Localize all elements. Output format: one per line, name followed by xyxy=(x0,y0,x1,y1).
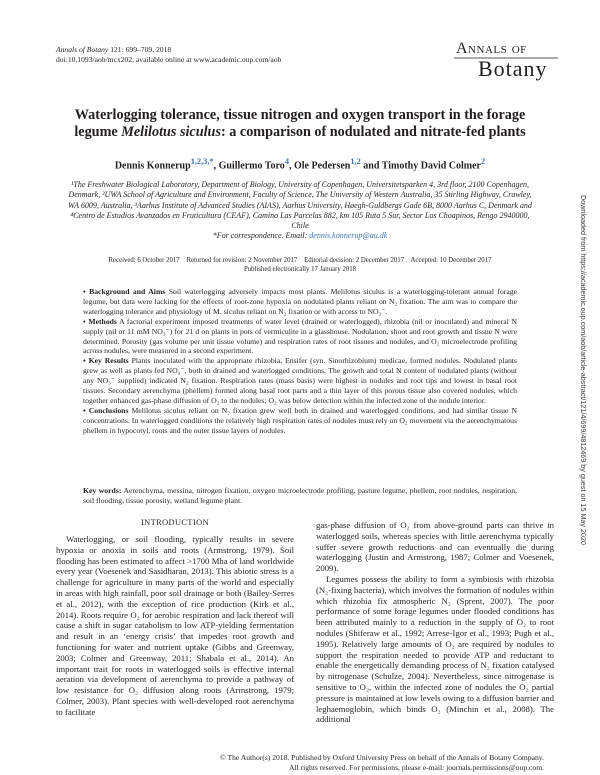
section-heading-introduction: INTRODUCTION xyxy=(140,518,210,527)
doi-line[interactable]: doi:10.1093/aob/mcx202, available online at www.academic.oup.com/aob xyxy=(56,55,282,64)
author-name: Timothy David Colmer xyxy=(381,160,481,172)
intro-paragraph-2: gas-phase diffusion of O₂ from above-ground parts can thrive in waterlogged soils, whereas species with little aerenchyma typically suffer severe growth reductions and can eventually die during waterlogging (Justin and Armstrong, 1987; Colmer and Voesenek, 2009). xyxy=(316,520,554,574)
affiliation-text: ¹The Freshwater Biological Laboratory, Department of Biology, University of Copenhagen, Universitetsparken 4, 3rd floor, 2100 Copenhagen, Denmark, ²UWA School of Agriculture and Environment, Faculty of Science, The University of Western Australia, 35 Stirling Highway, Crawley, WA 6009, Australia, ³Aarhus Institute of Advanced Studies (AIAS), Aarhus University, Høegh-Guldbergs Gade 6B, 8000 Aarhus C, Denmark and ⁴Centro de Estudios Avanzados en Fruticultura (CEAF), Camino Las Parcelas 882, km 105 Ruta 5 Sur, Sector Los Choapinos, Rengo 2940000, Chile xyxy=(68,180,532,231)
download-watermark-text: Downloaded from https://academic.oup.com/aob/article-abstract/121/4/699/4812469 by guest on 15 May 2020 xyxy=(579,195,588,546)
keywords-text: Aerenchyma, messina, nitrogen fixation, oxygen microelectrode profiling, pasture legume, phellem, root nodules, respiration, soil flooding, tissue porosity, wetland legume plant. xyxy=(83,486,517,505)
dates-line-2: Published electronically 17 January 2018 xyxy=(243,266,357,273)
body-column-right xyxy=(316,520,554,725)
keywords xyxy=(83,486,517,506)
journal-name: Annals of Botany xyxy=(56,45,109,54)
abstract-methods: • Methods A factorial experiment imposed treatments of water level (drained or waterlogged), rhizobia (nil or inoculated) and mineral N supply (nil or 11 mM NO₃⁻) for 21 d on plants in pots of vermiculite in a glasshouse. Nodulation, shoot and root growth and tissue N were determined. Porosity (gas volume per unit tissue volume) and respiration rates of root tissues and nodules, and O₂ microelectrode profiling across nodules, were measured in a second experiment. xyxy=(83,316,518,356)
correspondence-email-link[interactable]: dennis.konnerup@au.dk xyxy=(309,231,388,241)
author-name: Dennis Konnerup xyxy=(114,160,191,172)
author-affiliation-link[interactable]: 2 xyxy=(481,157,486,166)
journal-header xyxy=(56,45,281,65)
article-title xyxy=(56,107,544,141)
journal-logo xyxy=(452,38,560,84)
affiliations xyxy=(62,180,538,242)
author-affiliation-link[interactable]: 1,2 xyxy=(350,157,361,166)
author-name: Guillermo Toro xyxy=(218,160,285,172)
author-list: Dennis Konnerup$^{1,2,3,*}$, Guillermo Toro$^4$, Ole Pedersen$^{1,2}$ and Timothy David Colmer$^2$ xyxy=(114,157,486,172)
title-line-2: legume Melilotus siculus: a comparison of nodulated and nitrate-fed plants xyxy=(74,124,526,140)
dates-line-1: Received: 6 October 2017 Returned for revision: 2 November 2017 Editorial decision: 2 December 2017 Accepted: 10 December 2017 xyxy=(108,257,492,264)
publication-dates xyxy=(56,256,544,274)
copyright-footer xyxy=(56,753,544,773)
correspondence-label: *For correspondence. Email: xyxy=(212,231,310,241)
copyright-line-2: All rights reserved. For permissions, please e-mail: journals.permissions@oup.com. xyxy=(288,762,544,772)
author-name: Ole Pedersen xyxy=(293,160,351,172)
title-line-1: Waterlogging tolerance, tissue nitrogen and oxygen transport in the forage xyxy=(74,107,526,123)
copyright-line-1: © The Author(s) 2018. Published by Oxford University Press on behalf of the Annals of Botany Company. xyxy=(219,753,544,762)
intro-paragraph-1: Waterlogging, or soil flooding, typically results in severe hypoxia or anoxia in soils and roots (Armstrong, 1979). Soil flooding has been estimated to affect >1700 Mha of land worldwide every year (Voesenek and Sasidharan, 2013). This abiotic stress is a challenge for agriculture in many parts of the world and especially in areas with high rainfall, poor soil drainage or both (Bailey-Serres et al., 2012), with the exception of rice production (Kirk et al., 2014). Roots require O₂ for aerobic respiration and lack thereof will cause a shift in sugar catabolism to low ATP-yielding fermentation and result in an ‘energy crisis’ that impedes root growth and functioning for water and nutrient uptake (Gibbs and Greenway, 2003; Colmer and Greenway, 2011; Shabala et al., 2014). An important trait for roots in waterlogged soils is effective internal aeration via development of aerenchyma to provide a pathway of low resistance for O₂ diffusion along roots (Armstrong, 1979; Colmer, 2003). Plant species with well-developed root aerenchyma to facilitate xyxy=(56,534,294,717)
abstract-results: • Key Results Plants inoculated with the appropriate rhizobia, Ensifer (syn. Sinorhizobium) medicae, formed nodules. Nodulated plants grew as well as plants fed NO₃⁻, both in drained and waterlogged conditions. The growth and total N content of nodulated plants (without any NO₃⁻ supplied) indicated N₂ fixation. Respiration rates (mass basis) were highest in nodules and root tips and lowest in basal root tissues. Secondary aerenchyma (phellem) formed along basal root parts and a thin layer of this porous tissue also covered nodules, which together enhanced gas-phase diffusion of O₂ to the nodules; O₂ was below detection within the infected zone of the nodule interior. xyxy=(83,356,517,405)
abstract-conclusions: • Conclusions Melilotus siculus reliant on N₂ fixation grew well both in drained and waterlogged conditions, and had similar tissue N concentrations. In waterlogged conditions the relatively high respiration rates of nodules must rely on O₂ movement via the aerenchymatous phellem in hypocotyl, roots and the outer tissue layers of nodules. xyxy=(83,405,517,435)
intro-paragraph-3: Legumes possess the ability to form a symbiosis with rhizobia (N₂-fixing bacteria), which involves the formation of nodules within which rhizobia fix atmospheric N₂ (Sprent, 2007). The poor performance of some forage legumes under flooded conditions has been attributed mainly to a reduction in the supply of O₂ to root nodules (Shiferaw et al., 1992; Arrese-Igor et al., 1993; Pugh et al., 1995). Relatively large amounts of O₂ are required by nodules to support the respiration needed to provide ATP and reductant to enable the energetically demanding process of N₂ fixation catalysed by nitrogenase (Schulze, 2004). Nevertheless, since nitrogenase is sensitive to O₂, within the infected zone of nodules the O₂ partial pressure is maintained at low levels owing to a diffusion barrier and leghaemoglobin, which binds O₂ (Minchin et al., 2008). The additional xyxy=(316,573,554,725)
download-watermark xyxy=(578,195,592,585)
author-affiliation-link[interactable]: 4 xyxy=(284,157,289,166)
title-species: Melilotus siculus xyxy=(121,124,221,140)
logo-line-1: Annals of xyxy=(456,40,527,57)
journal-citation: 121: 699–709, 2018 xyxy=(108,45,172,54)
body-column-left xyxy=(56,534,294,718)
keywords-label: Key words: xyxy=(83,486,122,495)
author-affiliation-link[interactable]: 1,2,3,* xyxy=(190,157,214,166)
logo-line-2: Botany xyxy=(478,56,548,81)
abstract xyxy=(83,287,517,436)
abstract-background: • Background and Aims Soil waterlogging adversely impacts most plants. Melilotus siculus is a waterlogging-tolerant annual forage legume, but data were lacking for the effects of root-zone hypoxia on nodulated plants reliant on N₂ fixation. The aim was to compare the waterlogging tolerance and physiology of M. siculus reliant on N₂ fixation or with access to NO₃⁻. xyxy=(83,287,517,316)
